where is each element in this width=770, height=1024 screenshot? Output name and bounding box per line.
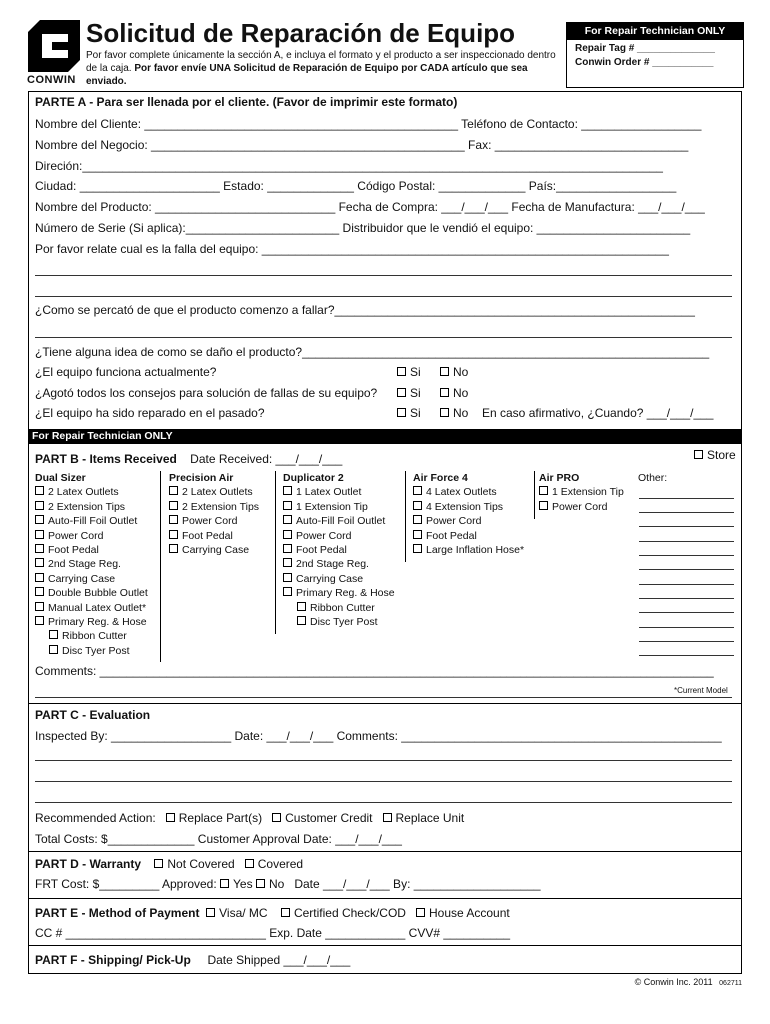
checkbox-icon[interactable] <box>283 544 292 553</box>
list-item[interactable]: 1 Extension Tip <box>283 500 395 514</box>
frt-cost-field[interactable]: FRT Cost: $_________ Approved: <box>35 877 217 891</box>
list-item[interactable]: 2 Latex Outlets <box>169 485 259 499</box>
other-line[interactable] <box>639 555 734 556</box>
failure-line-3[interactable] <box>35 296 732 297</box>
logo-text: CONWIN <box>27 74 76 86</box>
checkbox-icon[interactable] <box>440 367 449 376</box>
checkbox-icon[interactable] <box>206 908 215 917</box>
list-item[interactable]: Disc Tyer Post <box>35 644 148 658</box>
other-label: Other: <box>638 472 668 484</box>
checkbox-icon[interactable] <box>413 530 422 539</box>
repair-tag-field[interactable]: Repair Tag # ______________ <box>575 43 715 54</box>
checkbox-icon[interactable] <box>245 859 254 868</box>
section-divider <box>28 898 742 899</box>
checkbox-icon[interactable] <box>35 515 44 524</box>
checkbox-icon[interactable] <box>383 813 392 822</box>
house-account-option[interactable]: House Account <box>416 906 510 920</box>
store-checkbox[interactable]: Store <box>694 448 736 462</box>
list-item[interactable]: Ribbon Cutter <box>35 629 148 643</box>
checkbox-icon[interactable] <box>169 515 178 524</box>
checkbox-icon[interactable] <box>35 544 44 553</box>
dual-sizer-column <box>35 471 148 658</box>
other-line[interactable] <box>639 498 734 499</box>
checkbox-icon[interactable] <box>49 645 58 654</box>
column-title: Air Force 4 <box>413 472 468 484</box>
form-code: 062711 <box>719 980 742 987</box>
column-divider <box>405 471 406 562</box>
list-item[interactable]: Power Cord <box>283 529 395 543</box>
checkbox-icon[interactable] <box>397 408 406 417</box>
failure-start-line-2[interactable] <box>35 337 732 338</box>
works-now-yes[interactable]: Si <box>397 365 421 379</box>
other-line[interactable] <box>639 655 734 656</box>
tech-only-box <box>566 22 744 88</box>
damage-cause-question[interactable]: ¿Tiene alguna idea de como se daño el producto?_____________________________________________________________ <box>35 345 710 359</box>
list-item[interactable]: 2nd Stage Reg. <box>35 557 148 571</box>
customer-credit-option[interactable]: Customer Credit <box>272 811 372 825</box>
checkbox-icon[interactable] <box>297 616 306 625</box>
tips-yes[interactable]: Si <box>397 386 421 400</box>
check-cod-option[interactable]: Certified Check/COD <box>281 906 406 920</box>
failure-line-2[interactable] <box>35 275 732 276</box>
date-shipped-field[interactable]: Date Shipped ___/___/___ <box>207 953 351 967</box>
list-item[interactable]: Carrying Case <box>169 543 259 557</box>
checkbox-icon[interactable] <box>416 908 425 917</box>
replace-parts-option[interactable]: Replace Part(s) <box>166 811 262 825</box>
checkbox-icon[interactable] <box>220 879 229 888</box>
part-a-heading: PARTE A - Para ser llenada por el cliente. (Favor de imprimir este formato) <box>35 95 458 109</box>
checkbox-icon[interactable] <box>283 515 292 524</box>
checkbox-icon[interactable] <box>283 573 292 582</box>
credit-card-field[interactable]: CC # ______________________________ Exp. Date ____________ CVV# __________ <box>35 926 511 940</box>
checkbox-icon[interactable] <box>281 908 290 917</box>
list-item[interactable]: Primary Reg. & Hose <box>35 615 148 629</box>
repaired-when-field[interactable]: En caso afirmativo, ¿Cuando? ___/___/___ <box>482 406 714 420</box>
part-e-row <box>35 906 510 920</box>
other-line[interactable] <box>639 584 734 585</box>
frt-cost-row <box>35 877 541 891</box>
form-title: Solicitud de Reparación de Equipo <box>86 18 516 48</box>
list-item[interactable]: Foot Pedal <box>35 543 148 557</box>
tips-question: ¿Agotó todos los consejos para solución de fallas de su equipo? <box>35 386 378 400</box>
list-item[interactable]: Power Cord <box>35 529 148 543</box>
checkbox-icon[interactable] <box>35 530 44 539</box>
part-b-heading: PART B - Items Received Date Received: ___/___/___ <box>35 452 343 466</box>
list-item[interactable]: 2 Latex Outlets <box>35 485 148 499</box>
failure-start-question[interactable]: ¿Como se percató de que el producto comenzo a fallar?______________________________________________________ <box>35 303 695 317</box>
checkbox-icon[interactable] <box>166 813 175 822</box>
repaired-no[interactable]: No <box>440 406 468 420</box>
works-now-no[interactable]: No <box>440 365 468 379</box>
other-line[interactable] <box>639 526 734 527</box>
list-item[interactable]: Large Inflation Hose* <box>413 543 524 557</box>
list-item[interactable]: Foot Pedal <box>413 529 524 543</box>
precision-air-column <box>169 471 259 557</box>
column-title: Duplicator 2 <box>283 472 344 484</box>
footer <box>635 977 742 987</box>
copyright-text: © Conwin Inc. 2011 <box>634 977 713 987</box>
section-divider <box>28 945 742 946</box>
checkbox-icon[interactable] <box>397 367 406 376</box>
checkbox-icon[interactable] <box>35 558 44 567</box>
part-d-row <box>35 857 303 871</box>
evaluation-line[interactable] <box>35 760 732 761</box>
column-title: Dual Sizer <box>35 472 86 484</box>
visa-option[interactable]: Visa/ MC <box>206 906 267 920</box>
checkbox-icon[interactable] <box>283 558 292 567</box>
column-divider <box>275 471 276 634</box>
list-item[interactable]: Auto-Fill Foil Outlet <box>35 514 148 528</box>
checkbox-icon[interactable] <box>256 879 265 888</box>
checkbox-icon[interactable] <box>169 544 178 553</box>
checkbox-icon[interactable] <box>283 501 292 510</box>
checkbox-icon[interactable] <box>297 602 306 611</box>
tech-box-title: For Repair Technician ONLY <box>567 23 743 40</box>
list-item[interactable]: Power Cord <box>169 514 259 528</box>
list-item[interactable]: Ribbon Cutter <box>283 601 395 615</box>
checkbox-icon[interactable] <box>169 486 178 495</box>
list-item[interactable]: 4 Latex Outlets <box>413 485 524 499</box>
repaired-yes[interactable]: Si <box>397 406 421 420</box>
list-item[interactable]: 2 Extension Tips <box>35 500 148 514</box>
part-f-row <box>35 953 350 967</box>
recommended-action: Recommended Action: Replace Part(s) Customer Credit Replace Unit <box>35 811 465 825</box>
checkbox-icon[interactable] <box>272 813 281 822</box>
list-item[interactable]: Power Cord <box>539 500 624 514</box>
checkbox-icon[interactable] <box>154 859 163 868</box>
other-line[interactable] <box>639 627 734 628</box>
list-item[interactable]: Double Bubble Outlet <box>35 586 148 600</box>
checkbox-icon[interactable] <box>413 515 422 524</box>
checkbox-icon[interactable] <box>413 501 422 510</box>
checkbox-icon[interactable] <box>283 486 292 495</box>
checkbox-icon[interactable] <box>283 530 292 539</box>
checkbox-icon[interactable] <box>413 486 422 495</box>
failure-description-field[interactable]: Por favor relate cual es la falla del equipo: _____________________________________________________________ <box>35 242 669 256</box>
list-item[interactable]: 4 Extension Tips <box>413 500 524 514</box>
tips-no[interactable]: No <box>440 386 468 400</box>
part-f-heading: PART F - Shipping/ Pick-Up <box>35 953 191 967</box>
list-item[interactable]: 1 Extension Tip <box>539 485 624 499</box>
current-model-note: *Current Model <box>674 686 728 695</box>
checkbox-icon[interactable] <box>35 616 44 625</box>
evaluation-line[interactable] <box>35 781 732 782</box>
checkbox-icon[interactable] <box>35 573 44 582</box>
other-line[interactable] <box>639 541 734 542</box>
list-item[interactable]: Carrying Case <box>283 572 395 586</box>
part-b-comments-line-2[interactable] <box>35 697 732 698</box>
checkbox-icon[interactable] <box>440 408 449 417</box>
warranty-date-field[interactable]: Date ___/___/___ By: ___________________ <box>294 877 541 891</box>
total-costs-field[interactable]: Total Costs: $_____________ Customer Approval Date: ___/___/___ <box>35 832 402 846</box>
form-intro: Por favor complete únicamente la sección A, e incluya el formato y el producto a ser inspeccionado dentro de la caja. Por favor envíe UNA Solicitud de Reparación de Equipo por CADA artículo que sea enviado. <box>86 50 556 87</box>
part-c-heading: PART C - Evaluation <box>35 708 151 722</box>
column-divider <box>534 471 535 519</box>
checkbox-icon[interactable] <box>694 450 703 459</box>
business-name-field[interactable]: Nombre del Negocio: _______________________________________________ Fax: _____________________________ <box>35 138 689 152</box>
city-state-field[interactable]: Ciudad: _____________________ Estado: _____________ Código Postal: _____________ País:__________________ <box>35 179 677 193</box>
part-d-heading: PART D - Warranty <box>35 857 142 871</box>
list-item[interactable]: Power Cord <box>413 514 524 528</box>
section-divider <box>28 703 742 704</box>
column-divider <box>160 471 161 662</box>
checkbox-icon[interactable] <box>440 388 449 397</box>
evaluation-line[interactable] <box>35 802 732 803</box>
list-item[interactable]: Primary Reg. & Hose <box>283 586 395 600</box>
conwin-order-field[interactable]: Conwin Order # ___________ <box>575 57 714 68</box>
list-item[interactable]: Foot Pedal <box>283 543 395 557</box>
other-line[interactable] <box>639 641 734 642</box>
column-title: Precision Air <box>169 472 234 484</box>
checkbox-icon[interactable] <box>539 486 548 495</box>
replace-unit-option[interactable]: Replace Unit <box>383 811 465 825</box>
checkbox-icon[interactable] <box>35 602 44 611</box>
checkbox-icon[interactable] <box>49 630 58 639</box>
other-line[interactable] <box>639 612 734 613</box>
checkbox-icon[interactable] <box>169 501 178 510</box>
works-now-question: ¿El equipo funciona actualmente? <box>35 365 217 379</box>
not-covered-option[interactable]: Not Covered <box>154 857 234 871</box>
checkbox-icon[interactable] <box>539 501 548 510</box>
section-divider <box>28 851 742 852</box>
conwin-logo <box>28 20 80 72</box>
list-item[interactable]: Foot Pedal <box>169 529 259 543</box>
list-item[interactable]: 2 Extension Tips <box>169 500 259 514</box>
list-item[interactable]: Manual Latex Outlet* <box>35 601 148 615</box>
list-item[interactable]: Auto-Fill Foil Outlet <box>283 514 395 528</box>
checkbox-icon[interactable] <box>397 388 406 397</box>
checkbox-icon[interactable] <box>283 587 292 596</box>
checkbox-icon[interactable] <box>35 587 44 596</box>
list-item[interactable]: 1 Latex Outlet <box>283 485 395 499</box>
checkbox-icon[interactable] <box>35 486 44 495</box>
column-title: Air PRO <box>539 472 580 484</box>
other-line[interactable] <box>639 512 734 513</box>
other-line[interactable] <box>639 569 734 570</box>
serial-number-field[interactable]: Número de Serie (Si aplica):_______________________ Distribuidor que le vendió el equipo: _______________________ <box>35 221 691 235</box>
list-item[interactable]: Carrying Case <box>35 572 148 586</box>
checkbox-icon[interactable] <box>169 530 178 539</box>
checkbox-icon[interactable] <box>35 501 44 510</box>
inspected-by-field[interactable]: Inspected By: __________________ Date: ___/___/___ Comments: ________________________________________________ <box>35 729 722 743</box>
covered-option[interactable]: Covered <box>245 857 303 871</box>
duplicator-2-column <box>283 471 395 629</box>
air-force-4-column <box>413 471 524 557</box>
list-item[interactable]: Disc Tyer Post <box>283 615 395 629</box>
repaired-question: ¿El equipo ha sido reparado en el pasado? <box>35 406 265 420</box>
part-e-heading: PART E - Method of Payment <box>35 906 200 920</box>
tech-only-bar: For Repair Technician ONLY <box>28 429 742 444</box>
approved-yes[interactable]: Yes <box>220 877 253 891</box>
other-line[interactable] <box>639 598 734 599</box>
checkbox-icon[interactable] <box>413 544 422 553</box>
air-pro-column <box>539 471 624 514</box>
address-field[interactable]: Direción:_______________________________________________________________________________________ <box>35 159 663 173</box>
list-item[interactable]: 2nd Stage Reg. <box>283 557 395 571</box>
customer-name-field[interactable]: Nombre del Cliente: _______________________________________________ Teléfono de Contacto: __________________ <box>35 117 702 131</box>
part-b-comments-field[interactable]: Comments: ____________________________________________________________________________________________ <box>35 664 714 678</box>
product-name-field[interactable]: Nombre del Producto: ___________________________ Fecha de Compra: ___/___/___ Fecha de Manufactura: ___/___/___ <box>35 200 705 214</box>
approved-no[interactable]: No <box>256 877 284 891</box>
